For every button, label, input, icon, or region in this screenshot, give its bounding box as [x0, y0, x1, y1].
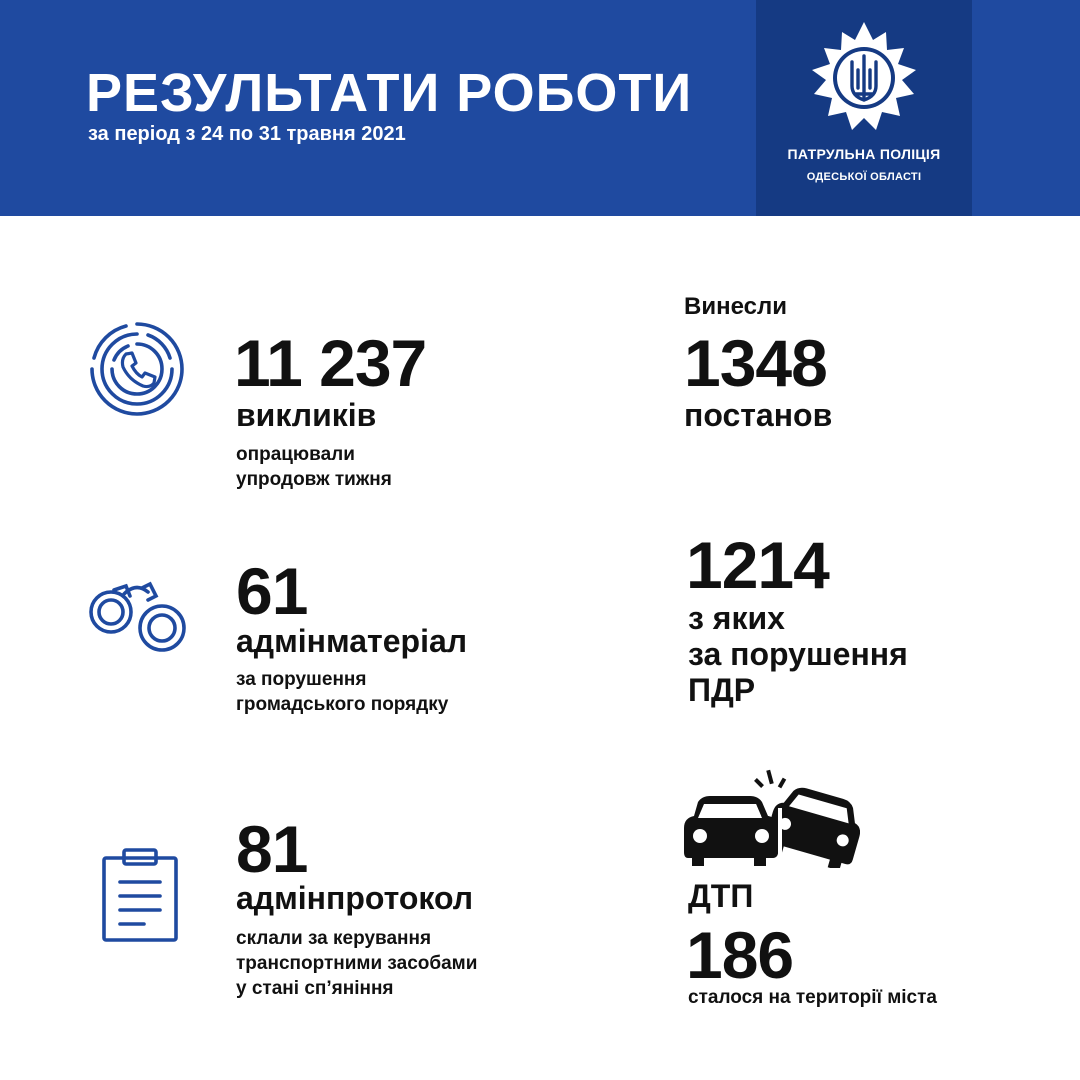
traffic-violations-count: 1214 [686, 528, 829, 602]
admin-materials-desc-line1: за порушення [236, 669, 367, 690]
calls-desc-line1: опрацювали [236, 444, 355, 465]
accidents-description: сталося на території міста [688, 987, 937, 1008]
admin-materials-count: 61 [236, 554, 308, 628]
calls-unit: викликів [236, 397, 377, 433]
protocols-description [236, 926, 477, 1001]
police-star-emblem-icon [804, 20, 924, 138]
page-title: РЕЗУЛЬТАТИ РОБОТИ [86, 63, 693, 123]
admin-materials-unit: адмінматеріал [236, 623, 468, 659]
accidents-count: 186 [686, 918, 794, 992]
traffic-line2: за порушення [688, 636, 908, 672]
org-name-line2: ОДЕСЬКОЇ ОБЛАСТІ [806, 171, 922, 183]
calls-count: 11 237 [234, 326, 427, 400]
decisions-prefix: Винесли [684, 293, 787, 320]
calls-description [236, 442, 392, 492]
traffic-line1: з яких [688, 600, 785, 636]
org-name-line1: ПАТРУЛЬНА ПОЛІЦІЯ [787, 146, 941, 162]
admin-materials-desc-line2: громадського порядку [236, 694, 449, 715]
period-subtitle: за період з 24 по 31 травня 2021 [88, 123, 406, 145]
decisions-unit: постанов [684, 397, 833, 433]
header-banner [0, 0, 1080, 216]
protocols-desc-line1: склали за керування [236, 928, 432, 949]
traffic-line3: ПДР [688, 672, 756, 708]
calls-desc-line2: упродовж тижня [236, 469, 392, 490]
car-crash-icon [684, 768, 860, 868]
protocols-unit: адмінпротокол [236, 880, 474, 916]
protocols-count: 81 [236, 812, 308, 886]
protocols-desc-line2: транспортними засобами [236, 953, 478, 974]
police-badge [756, 0, 972, 216]
traffic-violations-text [688, 600, 908, 708]
accidents-label: ДТП [688, 878, 754, 914]
phone-icon [88, 320, 186, 418]
handcuffs-icon [86, 576, 190, 660]
admin-materials-description [236, 667, 448, 717]
clipboard-icon [100, 848, 180, 944]
protocols-desc-line3: у стані сп’яніння [236, 978, 394, 999]
decisions-count: 1348 [684, 326, 827, 400]
